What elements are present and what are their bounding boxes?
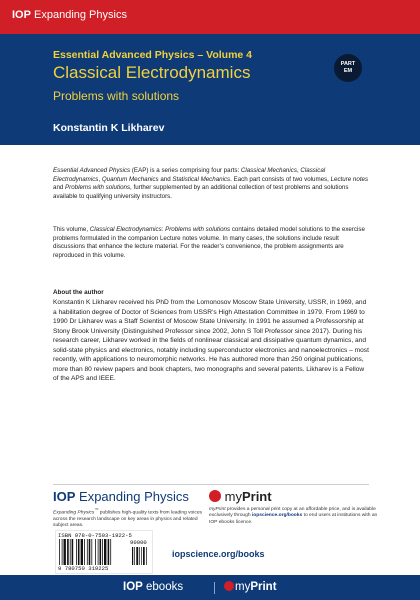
- iop-expanding-physics-logo: [12, 9, 127, 21]
- series-description-segment: Quantum Mechanics: [101, 175, 159, 183]
- part-badge-code: EM: [343, 68, 353, 74]
- footer-bar: [0, 575, 420, 600]
- footer-iop-text: IOP: [123, 581, 143, 593]
- volume-description-segment: Classical Electrodynamics: Problems with solutions: [89, 226, 231, 233]
- myprint-desc-a: provides a personal print copy at an affordable price, and is available exclusively through: [209, 507, 376, 519]
- about-author-heading: About the author: [53, 289, 104, 296]
- author-name: Konstantin K Likharev: [53, 122, 165, 134]
- myprint-dot-icon: [209, 490, 221, 502]
- ean-number: 9 780750 319225: [58, 565, 109, 572]
- myprint-desc-italic: myPrint: [209, 507, 226, 512]
- book-title: Classical Electrodynamics: [53, 63, 251, 82]
- iop-ebooks-logo: [123, 581, 183, 593]
- series-description-segment: (EAP) is a series comprising four parts:: [130, 167, 241, 174]
- myprint-logo-print: Print: [241, 489, 272, 504]
- series-description: [53, 167, 369, 201]
- myprint-logo-my: my: [224, 489, 242, 504]
- iop-desc-italic: Expanding Physics: [53, 510, 95, 516]
- footer-separator: [214, 582, 215, 594]
- volume-description: [53, 226, 369, 260]
- about-author-paragraph: Konstantin K Likharev received his PhD from the Lomonosov Moscow State University, USSR, in 1969, and a habilitation degree of Doctor of Sciences from USSR’s High Attestation Committee in 1979. From 1969 to 1990 Dr Likharev was a Staff Scientist of Moscow State University. In 1991 he assumed a Professorship at Stony Brook University (Distinguished Professor since 2002, John S Toll Professor since 2017). During his research career, Likharev worked in the fields of nonlinear classical and dissipative quantum dynamics, and solid-state physics and electronics, notably including superconductor electronics and nanoelectronics – most recently, with applications to neuromorphic networks. He has authored more than 250 original publications, more than 80 review papers and book chapters, two monographs and several patents. Likharev is a Fellow of the APS and IEEE.: [53, 299, 369, 382]
- footer-myprint-dot-icon: [224, 581, 234, 591]
- series-title: Essential Advanced Physics – Volume 4: [53, 49, 253, 61]
- website-link[interactable]: iopscience.org/books: [172, 549, 265, 559]
- isbn-barcode: [55, 530, 153, 574]
- expanding-physics-text: Expanding Physics: [34, 9, 127, 21]
- footer-myprint-print: Print: [250, 581, 277, 593]
- volume-description-text: [53, 226, 369, 260]
- myprint-books-link[interactable]: iopscience.org/books: [251, 513, 303, 519]
- iop-expanding-physics-logo-large: [53, 489, 189, 504]
- trademark-symbol: ™: [94, 507, 99, 512]
- book-subtitle: Problems with solutions: [53, 89, 180, 103]
- series-description-segment: , further supplemented by an additional collection of test problems and solutions available to qualifying university instructors.: [53, 184, 349, 200]
- isbn-number: ISBN 978-0-7503-1922-5: [58, 532, 132, 539]
- series-description-segment: ,: [98, 175, 102, 183]
- series-description-segment: Problems with solutions: [65, 184, 131, 192]
- iop-logo-text: IOP: [12, 9, 31, 21]
- iop-desc-rest: publishes high-quality texts from leading voices across the research landscape on key areas in physics and related subject areas.: [53, 510, 202, 529]
- title-block: [0, 34, 420, 145]
- myprint-logo: [209, 489, 272, 504]
- iop-logo-text: Expanding Physics: [79, 489, 189, 504]
- series-description-segment: Classical Electrodynamics: [53, 167, 326, 183]
- volume-description-segment: This volume,: [53, 226, 90, 233]
- series-description-segment: Classical Mechanics: [240, 167, 297, 174]
- iop-logo-bold: IOP: [53, 489, 76, 504]
- series-description-segment: Statistical Mechanics: [172, 175, 231, 183]
- part-badge: [334, 54, 362, 82]
- myprint-desc-b: to end users at institutions with an IOP ebooks licence.: [209, 513, 378, 525]
- myprint-description: [209, 507, 379, 526]
- part-badge-label: PART: [340, 61, 356, 67]
- series-description-segment: Lecture notes: [330, 175, 369, 183]
- series-description-segment: and: [158, 175, 173, 183]
- footer-myprint-logo: [224, 581, 277, 593]
- publisher-bar: [0, 0, 420, 34]
- volume-description-segment: contains detailed model solutions to the exercise problems formulated in the companion Lecture notes volume. In many cases, the solutions include result discussions that enhance the lecture material. For the reader’s convenience, the problem assignments are reproduced in this volume.: [53, 226, 365, 259]
- footer-ebooks-text: ebooks: [146, 581, 184, 593]
- series-description-segment: . Each part consists of two volumes,: [230, 175, 331, 183]
- iop-imprint-description: [53, 507, 203, 530]
- price-code: 90000: [130, 539, 147, 546]
- series-description-text: [53, 167, 369, 201]
- footer-myprint-my: my: [235, 581, 251, 593]
- series-description-segment: Essential Advanced Physics: [53, 167, 131, 174]
- about-author-text: [53, 298, 369, 384]
- series-description-segment: and: [53, 184, 66, 192]
- series-description-segment: ,: [296, 167, 301, 174]
- section-divider: [53, 484, 369, 485]
